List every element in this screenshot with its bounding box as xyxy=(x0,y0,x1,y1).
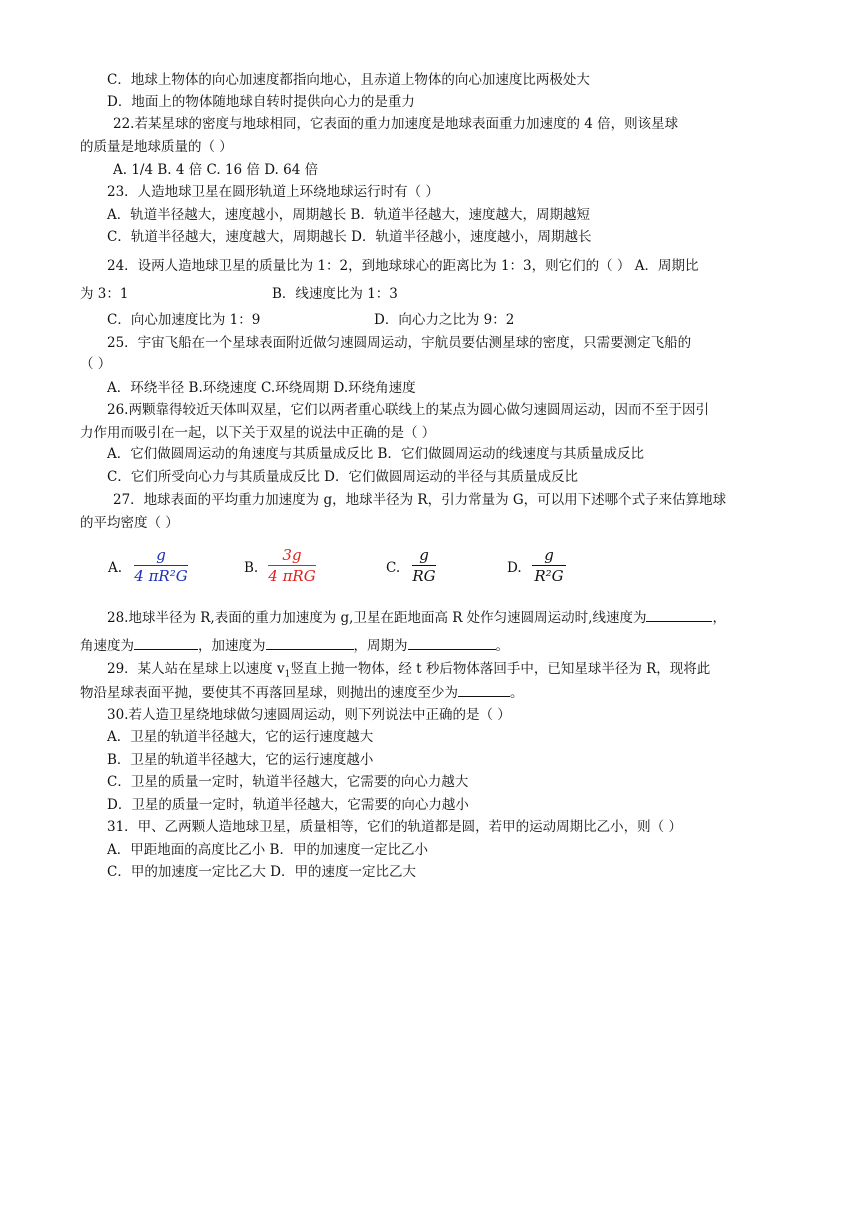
q30-option-b: B．卫星的轨道半径越大，它的运行速度越小 xyxy=(107,752,374,768)
q24-option-c: C．向心加速度比为 1：9 xyxy=(107,312,261,328)
q24-option-a: 为 3：1 xyxy=(80,286,129,302)
q27-option-c-formula xyxy=(412,546,436,585)
q27-option-a-denominator: 4 πR²G xyxy=(134,567,188,585)
q27-option-a-formula xyxy=(134,546,188,585)
q26-stem-cont: 力作用而吸引在一起，以下关于双星的说法中正确的是（ ） xyxy=(80,425,436,441)
q27-option-d-denominator: R²G xyxy=(534,567,564,585)
q28-stem-cont: 角速度为 ，加速度为 ，周期为 。 xyxy=(80,635,509,656)
q31-options-ab: A．甲距地面的高度比乙小 B．甲的加速度一定比乙小 xyxy=(107,842,428,858)
q28-blank-period xyxy=(408,635,496,650)
q28-blank-linear-velocity xyxy=(646,607,712,622)
q31-options-cd: C．甲的加速度一定比乙大 D．甲的速度一定比乙大 xyxy=(107,864,416,880)
q27-option-d-numerator: g xyxy=(544,546,554,564)
q27-option-c-numerator: g xyxy=(419,546,429,564)
q27-option-b-label: B. xyxy=(244,560,259,576)
q30-stem: 30.若人造卫星绕地球做匀速圆周运动，则下列说法中正确的是（ ） xyxy=(107,707,511,723)
q27-option-b-formula xyxy=(268,546,316,585)
q30-option-d: D．卫星的质量一定时，轨道半径越大，它需要的向心力越小 xyxy=(107,797,469,813)
q28-stem: 28.地球半径为 R,表面的重力加速度为 g,卫星在距地面高 R 处作匀速圆周运动时,线速度为 ， xyxy=(107,607,726,628)
q25-options: A．环绕半径 B.环绕速度 C.环绕周期 D.环绕角速度 xyxy=(107,380,416,396)
q21-option-c: C．地球上物体的向心加速度都指向地心，且赤道上物体的向心加速度比两极处大 xyxy=(107,72,590,88)
q21-option-d: D．地面上的物体随地球自转时提供向心力的是重力 xyxy=(107,94,415,110)
q27-option-d-label: D. xyxy=(507,560,522,576)
q27-stem: 27．地球表面的平均重力加速度为 g，地球半径为 R，引力常量为 G，可以用下述哪个式子来估算地球 xyxy=(113,492,727,508)
q26-options-ab: A．它们做圆周运动的角速度与其质量成反比 B．它们做圆周运动的线速度与其质量成反比 xyxy=(107,446,644,462)
q24-option-b: B．线速度比为 1：3 xyxy=(272,286,398,302)
q29-stem: 29．某人站在星球上以速度 $v_1$竖直上抛一物体，经 t 秒后物体落回手中，已知星球半径为 R，现将此 xyxy=(107,661,711,680)
q25-stem: 25．宇宙飞船在一个星球表面附近做匀速圆周运动，宇航员要估测星球的密度，只需要测定飞船的 xyxy=(107,335,692,351)
q28-blank-acceleration xyxy=(266,635,354,650)
q30-option-c: C．卫星的质量一定时，轨道半径越大，它需要的向心力越大 xyxy=(107,774,469,790)
q22-stem: 22.若某星球的密度与地球相同，它表面的重力加速度是地球表面重力加速度的 4 倍，则该星球 xyxy=(113,116,679,132)
q24-option-d: D．向心力之比为 9：2 xyxy=(374,312,515,328)
q24-stem: 24．设两人造地球卫星的质量比为 1：2，到地球球心的距离比为 1：3，则它们的（ ） A．周期比 xyxy=(107,258,699,274)
q27-option-d-formula xyxy=(532,546,566,585)
q27-option-c-label: C. xyxy=(386,560,401,576)
q31-stem: 31．甲、乙两颗人造地球卫星，质量相等，它们的轨道都是圆，若甲的运动周期比乙小，则（ ） xyxy=(107,819,682,835)
q30-option-a: A．卫星的轨道半径越大，它的运行速度越大 xyxy=(107,729,374,745)
q27-option-c-denominator: RG xyxy=(412,567,436,585)
q29-blank-speed xyxy=(458,682,510,697)
q29-stem-cont: 物沿星球表面平抛，要使其不再落回星球，则抛出的速度至少为 。 xyxy=(80,682,524,703)
q23-stem: 23．人造地球卫星在圆形轨道上环绕地球运行时有（ ） xyxy=(107,184,439,200)
q27-option-a-label: A. xyxy=(108,560,123,576)
q23-options-cd: C．轨道半径越大，速度越大，周期越长 D．轨道半径越小，速度越小，周期越长 xyxy=(107,229,592,245)
q26-options-cd: C．它们所受向心力与其质量成反比 D．它们做圆周运动的半径与其质量成反比 xyxy=(107,469,578,485)
q27-option-b-denominator: 4 πRG xyxy=(268,567,316,585)
q22-stem-cont: 的质量是地球质量的（ ） xyxy=(80,139,233,155)
q26-stem: 26.两颗靠得较近天体叫双星，它们以两者重心联线上的某点为圆心做匀速圆周运动，因而不至于因引 xyxy=(107,402,709,418)
q28-blank-angular-velocity xyxy=(134,635,198,650)
q23-options-ab: A．轨道半径越大，速度越小，周期越长 B．轨道半径越大，速度越大，周期越短 xyxy=(107,207,590,223)
q27-stem-cont: 的平均密度（ ） xyxy=(80,515,179,531)
q27-option-a-numerator: g xyxy=(156,546,166,564)
q25-stem-cont: （ ） xyxy=(80,356,112,372)
q27-option-b-numerator: 3g xyxy=(282,546,302,564)
q22-options: A. 1/4 B. 4 倍 C. 16 倍 D. 64 倍 xyxy=(113,162,319,178)
